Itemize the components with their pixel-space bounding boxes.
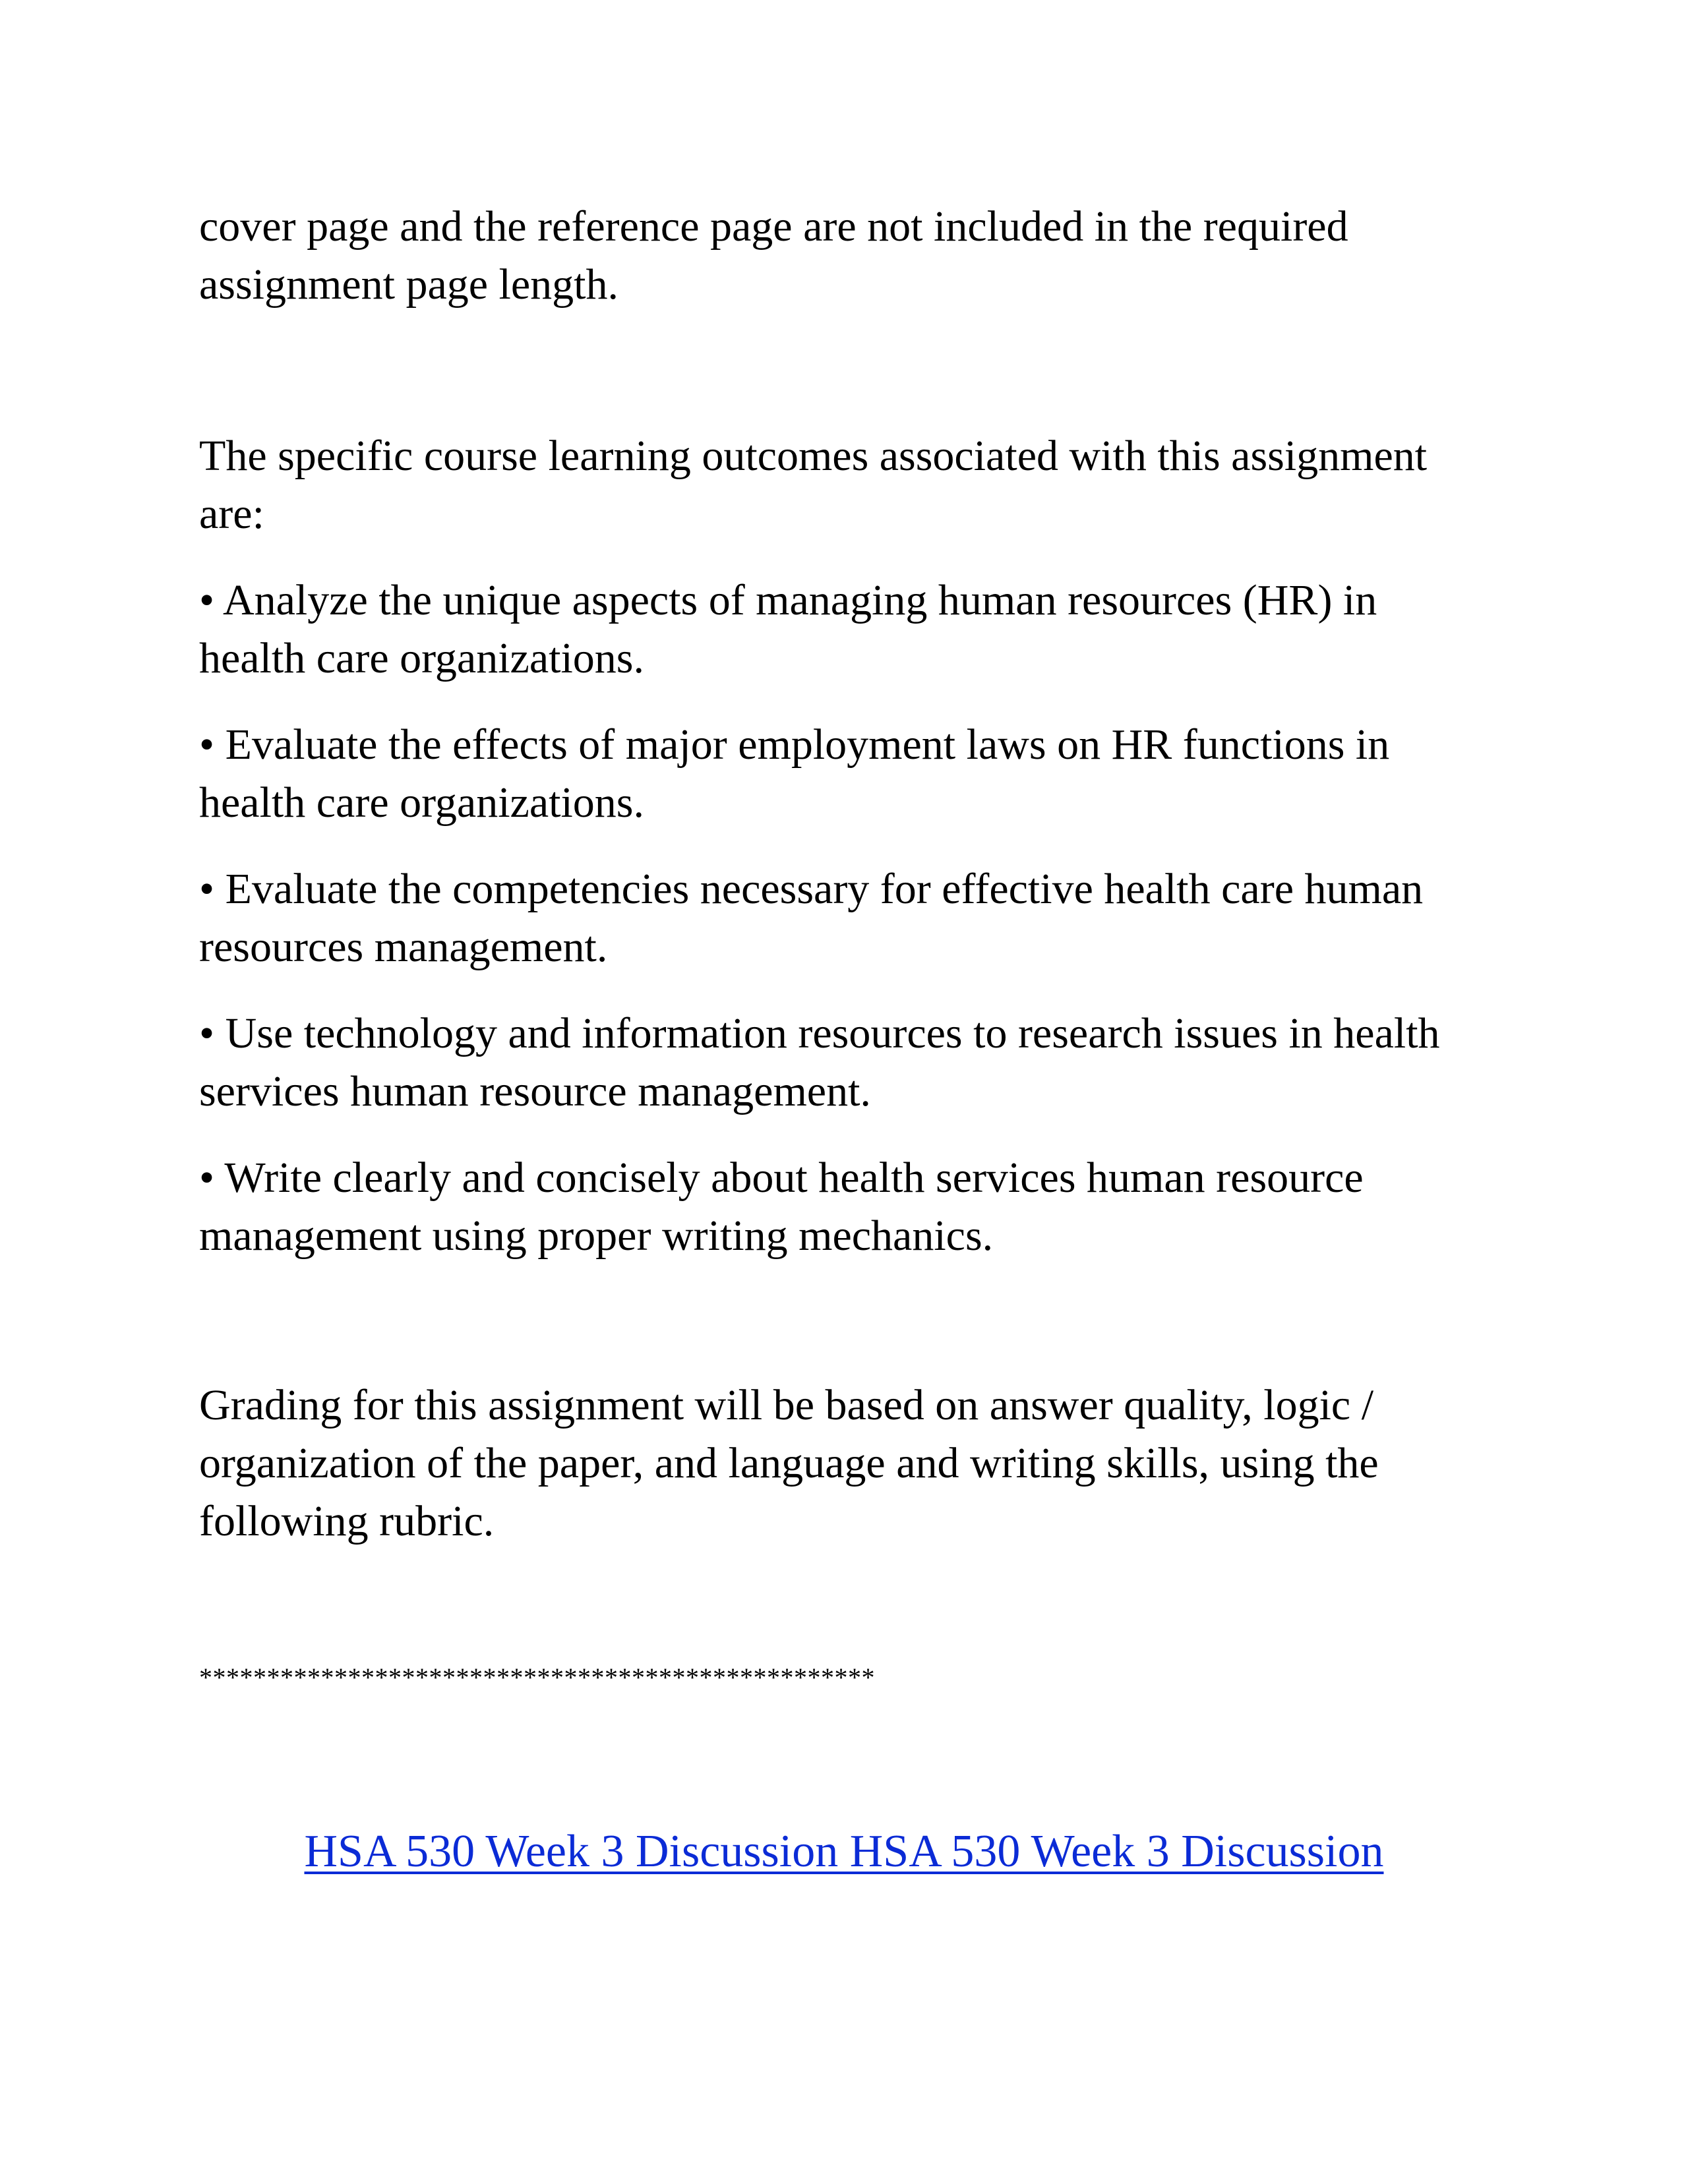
bullet-item: • Evaluate the competencies necessary for effective health care human resources management.	[199, 865, 1424, 971]
discussion-link[interactable]: HSA 530 Week 3 Discussion HSA 530 Week 3 Discussion	[304, 1826, 1384, 1877]
paragraph-cover-page-note: cover page and the reference page are not included in the required assignment page length.	[199, 202, 1348, 309]
paragraph-learning-outcomes-intro: The specific course learning outcomes associated with this assignment are:	[199, 432, 1428, 538]
paragraph-grading-note: Grading for this assignment will be based on answer quality, logic / organization of the paper, and language and writing skills, using the following rubric.	[199, 1381, 1379, 1545]
link-container	[0, 1822, 1688, 1881]
bullet-item: • Write clearly and concisely about health services human resource management using proper writing mechanics.	[199, 1154, 1364, 1260]
asterisk-separator: **************************************************	[199, 1663, 875, 1692]
bullet-item: • Analyze the unique aspects of managing human resources (HR) in health care organizations.	[199, 576, 1377, 682]
bullet-item: • Use technology and information resources to research issues in health services human resource management.	[199, 1009, 1440, 1115]
bullet-item: • Evaluate the effects of major employment laws on HR functions in health care organizations.	[199, 721, 1390, 827]
